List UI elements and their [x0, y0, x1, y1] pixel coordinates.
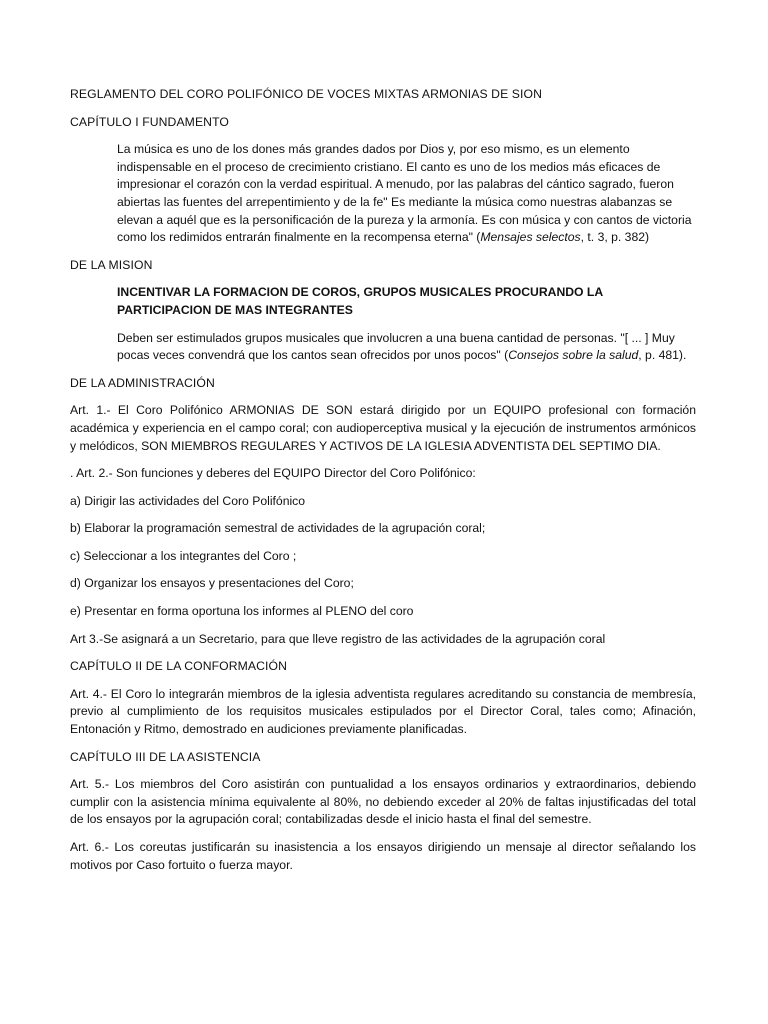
chapter3-heading: CAPÍTULO III DE LA ASISTENCIA	[70, 749, 261, 764]
mision-bullet-2-source: Consejos sobre la salud	[508, 348, 639, 363]
chapter1-heading: CAPÍTULO I FUNDAMENTO	[70, 114, 229, 129]
function-item-c: c) Seleccionar a los integrantes del Coro ;	[70, 548, 297, 563]
function-item-b: b) Elaborar la programación semestral de actividades de la agrupación coral;	[70, 521, 486, 536]
mision-heading: DE LA MISION	[70, 257, 153, 272]
article-5: Art. 5.- Los miembros del Coro asistirán con puntualidad a los ensayos ordinarios y extraordinarios, debiendo cumplir con la asistencia mínima equivalente al 80%, no debiendo exceder al 20% de faltas injustificadas del total de los ensayos por la agrupación coral; contabilizadas desde el inicio hasta el final del semestre.	[70, 777, 696, 827]
article-2: . Art. 2.- Son funciones y deberes del EQUIPO Director del Coro Polifónico:	[70, 466, 476, 481]
function-item-d: d) Organizar los ensayos y presentaciones del Coro;	[70, 576, 354, 591]
function-item-a: a) Dirigir las actividades del Coro Polifónico	[70, 493, 306, 508]
quote-ref: , t. 3, p. 382)	[580, 230, 650, 245]
article-3: Art 3.-Se asignará a un Secretario, para que lleve registro de las actividades de la agrupación coral	[70, 631, 606, 646]
mision-bullet-2-ref: , p. 481).	[638, 348, 687, 363]
function-item-e: e) Presentar en forma oportuna los informes al PLENO del coro	[70, 604, 414, 619]
quote-text: La música es uno de los dones más grandes dados por Dios y, por eso mismo, es un elemento indispensable en el proceso de crecimiento cristiano. El canto es uno de los medios más eficaces de impresionar el corazón con la verdad espiritual. A menudo, por las palabras del cántico sagrado, fueron abiertas las fuentes del arrepentimiento y de la fe" Es mediante la música como nuestras alabanzas se elevan a aquél que es la personificación de la pureza y la armonía. Es con música y con cantos de victoria como los redimidos entrarán finalmente en la recompensa eterna" (	[117, 142, 692, 245]
fundamento-quote	[70, 141, 696, 247]
chapter2-heading: CAPÍTULO II DE LA CONFORMACIÓN	[70, 659, 287, 674]
administracion-heading: DE LA ADMINISTRACIÓN	[70, 375, 215, 390]
mision-bullet-2-text: Deben ser estimulados grupos musicales que involucren a una buena cantidad de personas. "[ ... ] Muy pocas veces convendrá que los cantos sean ofrecidos por unos pocos" (	[117, 330, 675, 363]
article-6: Art. 6.- Los coreutas justificarán su inasistencia a los ensayos dirigiendo un mensaje al director señalando los motivos por Caso fortuito o fuerza mayor.	[70, 840, 696, 872]
document-title: REGLAMENTO DEL CORO POLIFÓNICO DE VOCES MIXTAS ARMONIAS DE SION	[70, 87, 542, 101]
mision-bullet-1-text: INCENTIVAR LA FORMACION DE COROS, GRUPOS MUSICALES PROCURANDO LA PARTICIPACION DE MAS INTEGRANTES	[117, 285, 603, 317]
mision-bullet-1	[70, 284, 696, 319]
mision-bullet-2	[70, 330, 696, 365]
article-4: Art. 4.- El Coro lo integrarán miembros de la iglesia adventista regulares acreditando su constancia de membresía, previo al cumplimiento de los requisitos musicales estipulados por el Director Coral, tales como; Afinación, Entonación y Ritmo, demostrado en audiciones previamente planificadas.	[70, 686, 696, 737]
article-1: Art. 1.- El Coro Polifónico ARMONIAS DE SON estará dirigido por un EQUIPO profesional con formación académica y experiencia en el campo coral; con audioperceptiva musical y la ejecución de instrumentos armónicos y melódicos, SON MIEMBROS REGULARES Y ACTIVOS DE LA IGLESIA ADVENTISTA DEL SEPTIMO DIA.	[70, 403, 696, 453]
quote-source: Mensajes selectos	[480, 230, 581, 245]
